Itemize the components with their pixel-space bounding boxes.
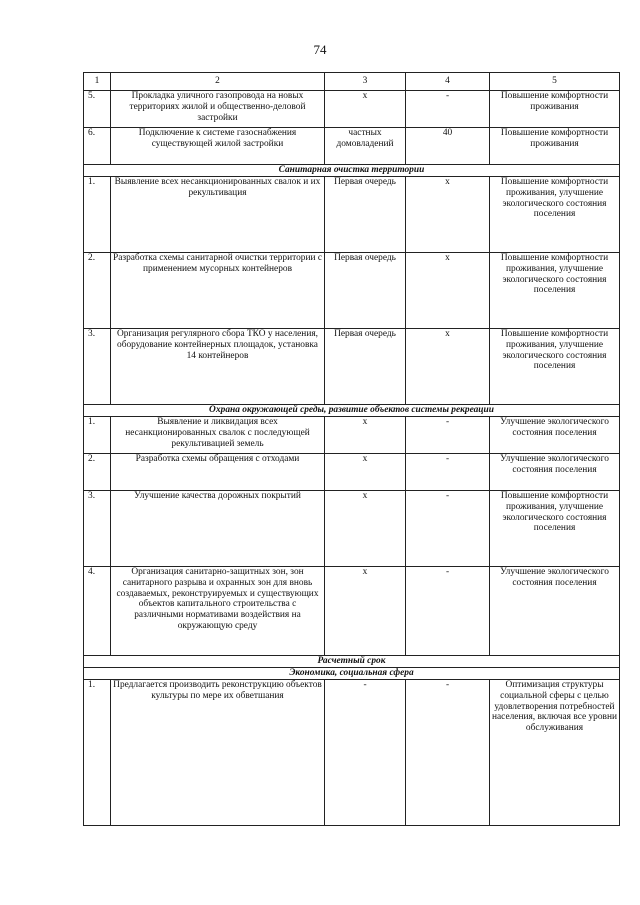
measure-description: Предлагается производить реконструкцию объектов культуры по мере их обветшания — [111, 680, 325, 826]
stage-value: Первая очередь — [325, 329, 406, 405]
expected-result: Повышение комфортности проживания, улучшение экологического состояния поселения — [490, 329, 620, 405]
table-row — [84, 417, 620, 454]
stage-value: х — [325, 491, 406, 567]
expected-result: Повышение комфортности проживания — [490, 128, 620, 165]
stage-value: - — [325, 680, 406, 826]
table-row — [84, 454, 620, 491]
measures-table — [83, 72, 620, 826]
expected-result: Улучшение экологического состояния поселения — [490, 417, 620, 454]
row-number: 1. — [84, 177, 111, 253]
row-number: 5. — [84, 91, 111, 128]
column-header: 1 — [84, 73, 111, 91]
expected-result: Повышение комфортности проживания — [490, 91, 620, 128]
column-header: 3 — [325, 73, 406, 91]
table-row — [84, 329, 620, 405]
quantity-value: х — [406, 329, 490, 405]
quantity-value: - — [406, 417, 490, 454]
expected-result: Повышение комфортности проживания, улучшение экологического состояния поселения — [490, 177, 620, 253]
expected-result: Повышение комфортности проживания, улучшение экологического состояния поселения — [490, 491, 620, 567]
quantity-value: х — [406, 177, 490, 253]
stage-value: Первая очередь — [325, 253, 406, 329]
measure-description: Разработка схемы санитарной очистки территории с применением мусорных контейнеров — [111, 253, 325, 329]
quantity-value: х — [406, 253, 490, 329]
row-number: 1. — [84, 680, 111, 826]
expected-result: Оптимизация структуры социальной сферы с целью удовлетворения потребностей населения, включая все уровни обслуживания — [490, 680, 620, 826]
section-header-row — [84, 405, 620, 417]
row-number: 6. — [84, 128, 111, 165]
measure-description: Выявление всех несанкционированных свалок и их рекультивация — [111, 177, 325, 253]
row-number: 2. — [84, 253, 111, 329]
page-number: 74 — [313, 42, 327, 57]
expected-result: Улучшение экологического состояния поселения — [490, 454, 620, 491]
measure-description: Организация санитарно-защитных зон, зон санитарного разрыва и охранных зон для вновь создаваемых, реконструируемых и существующих объектов капитального строительства с различными нормативами воздействия на окружающую среду — [111, 567, 325, 656]
quantity-value: - — [406, 567, 490, 656]
quantity-value: 40 — [406, 128, 490, 165]
column-header: 4 — [406, 73, 490, 91]
row-number: 4. — [84, 567, 111, 656]
stage-value: х — [325, 91, 406, 128]
section-title: Экономика, социальная сфера — [84, 668, 620, 680]
stage-value: Первая очередь — [325, 177, 406, 253]
column-header: 5 — [490, 73, 620, 91]
quantity-value: - — [406, 680, 490, 826]
section-header-row — [84, 656, 620, 668]
table-row — [84, 253, 620, 329]
expected-result: Улучшение экологического состояния поселения — [490, 567, 620, 656]
measure-description: Прокладка уличного газопровода на новых территориях жилой и общественно-деловой застройки — [111, 91, 325, 128]
measure-description: Выявление и ликвидация всех несанкционированных свалок с последующей рекультивацией земель — [111, 417, 325, 454]
table-row — [84, 128, 620, 165]
table-row — [84, 680, 620, 826]
table-row — [84, 491, 620, 567]
expected-result: Повышение комфортности проживания, улучшение экологического состояния поселения — [490, 253, 620, 329]
section-title: Расчетный срок — [84, 656, 620, 668]
table-row — [84, 91, 620, 128]
quantity-value: - — [406, 491, 490, 567]
row-number: 3. — [84, 491, 111, 567]
table-row — [84, 567, 620, 656]
quantity-value: - — [406, 91, 490, 128]
stage-value: х — [325, 454, 406, 491]
section-title: Охрана окружающей среды, развитие объектов системы рекреации — [84, 405, 620, 417]
column-header: 2 — [111, 73, 325, 91]
measure-description: Организация регулярного сбора ТКО у населения, оборудование контейнерных площадок, установка 14 контейнеров — [111, 329, 325, 405]
row-number: 1. — [84, 417, 111, 454]
row-number: 3. — [84, 329, 111, 405]
row-number: 2. — [84, 454, 111, 491]
stage-value: х — [325, 417, 406, 454]
section-header-row — [84, 668, 620, 680]
quantity-value: - — [406, 454, 490, 491]
table-header-row — [84, 73, 620, 91]
measure-description: Подключение к системе газоснабжения существующей жилой застройки — [111, 128, 325, 165]
measure-description: Улучшение качества дорожных покрытий — [111, 491, 325, 567]
stage-value: х — [325, 567, 406, 656]
section-title: Санитарная очистка территории — [84, 165, 620, 177]
section-header-row — [84, 165, 620, 177]
stage-value: частных домовладений — [325, 128, 406, 165]
measure-description: Разработка схемы обращения с отходами — [111, 454, 325, 491]
table-row — [84, 177, 620, 253]
